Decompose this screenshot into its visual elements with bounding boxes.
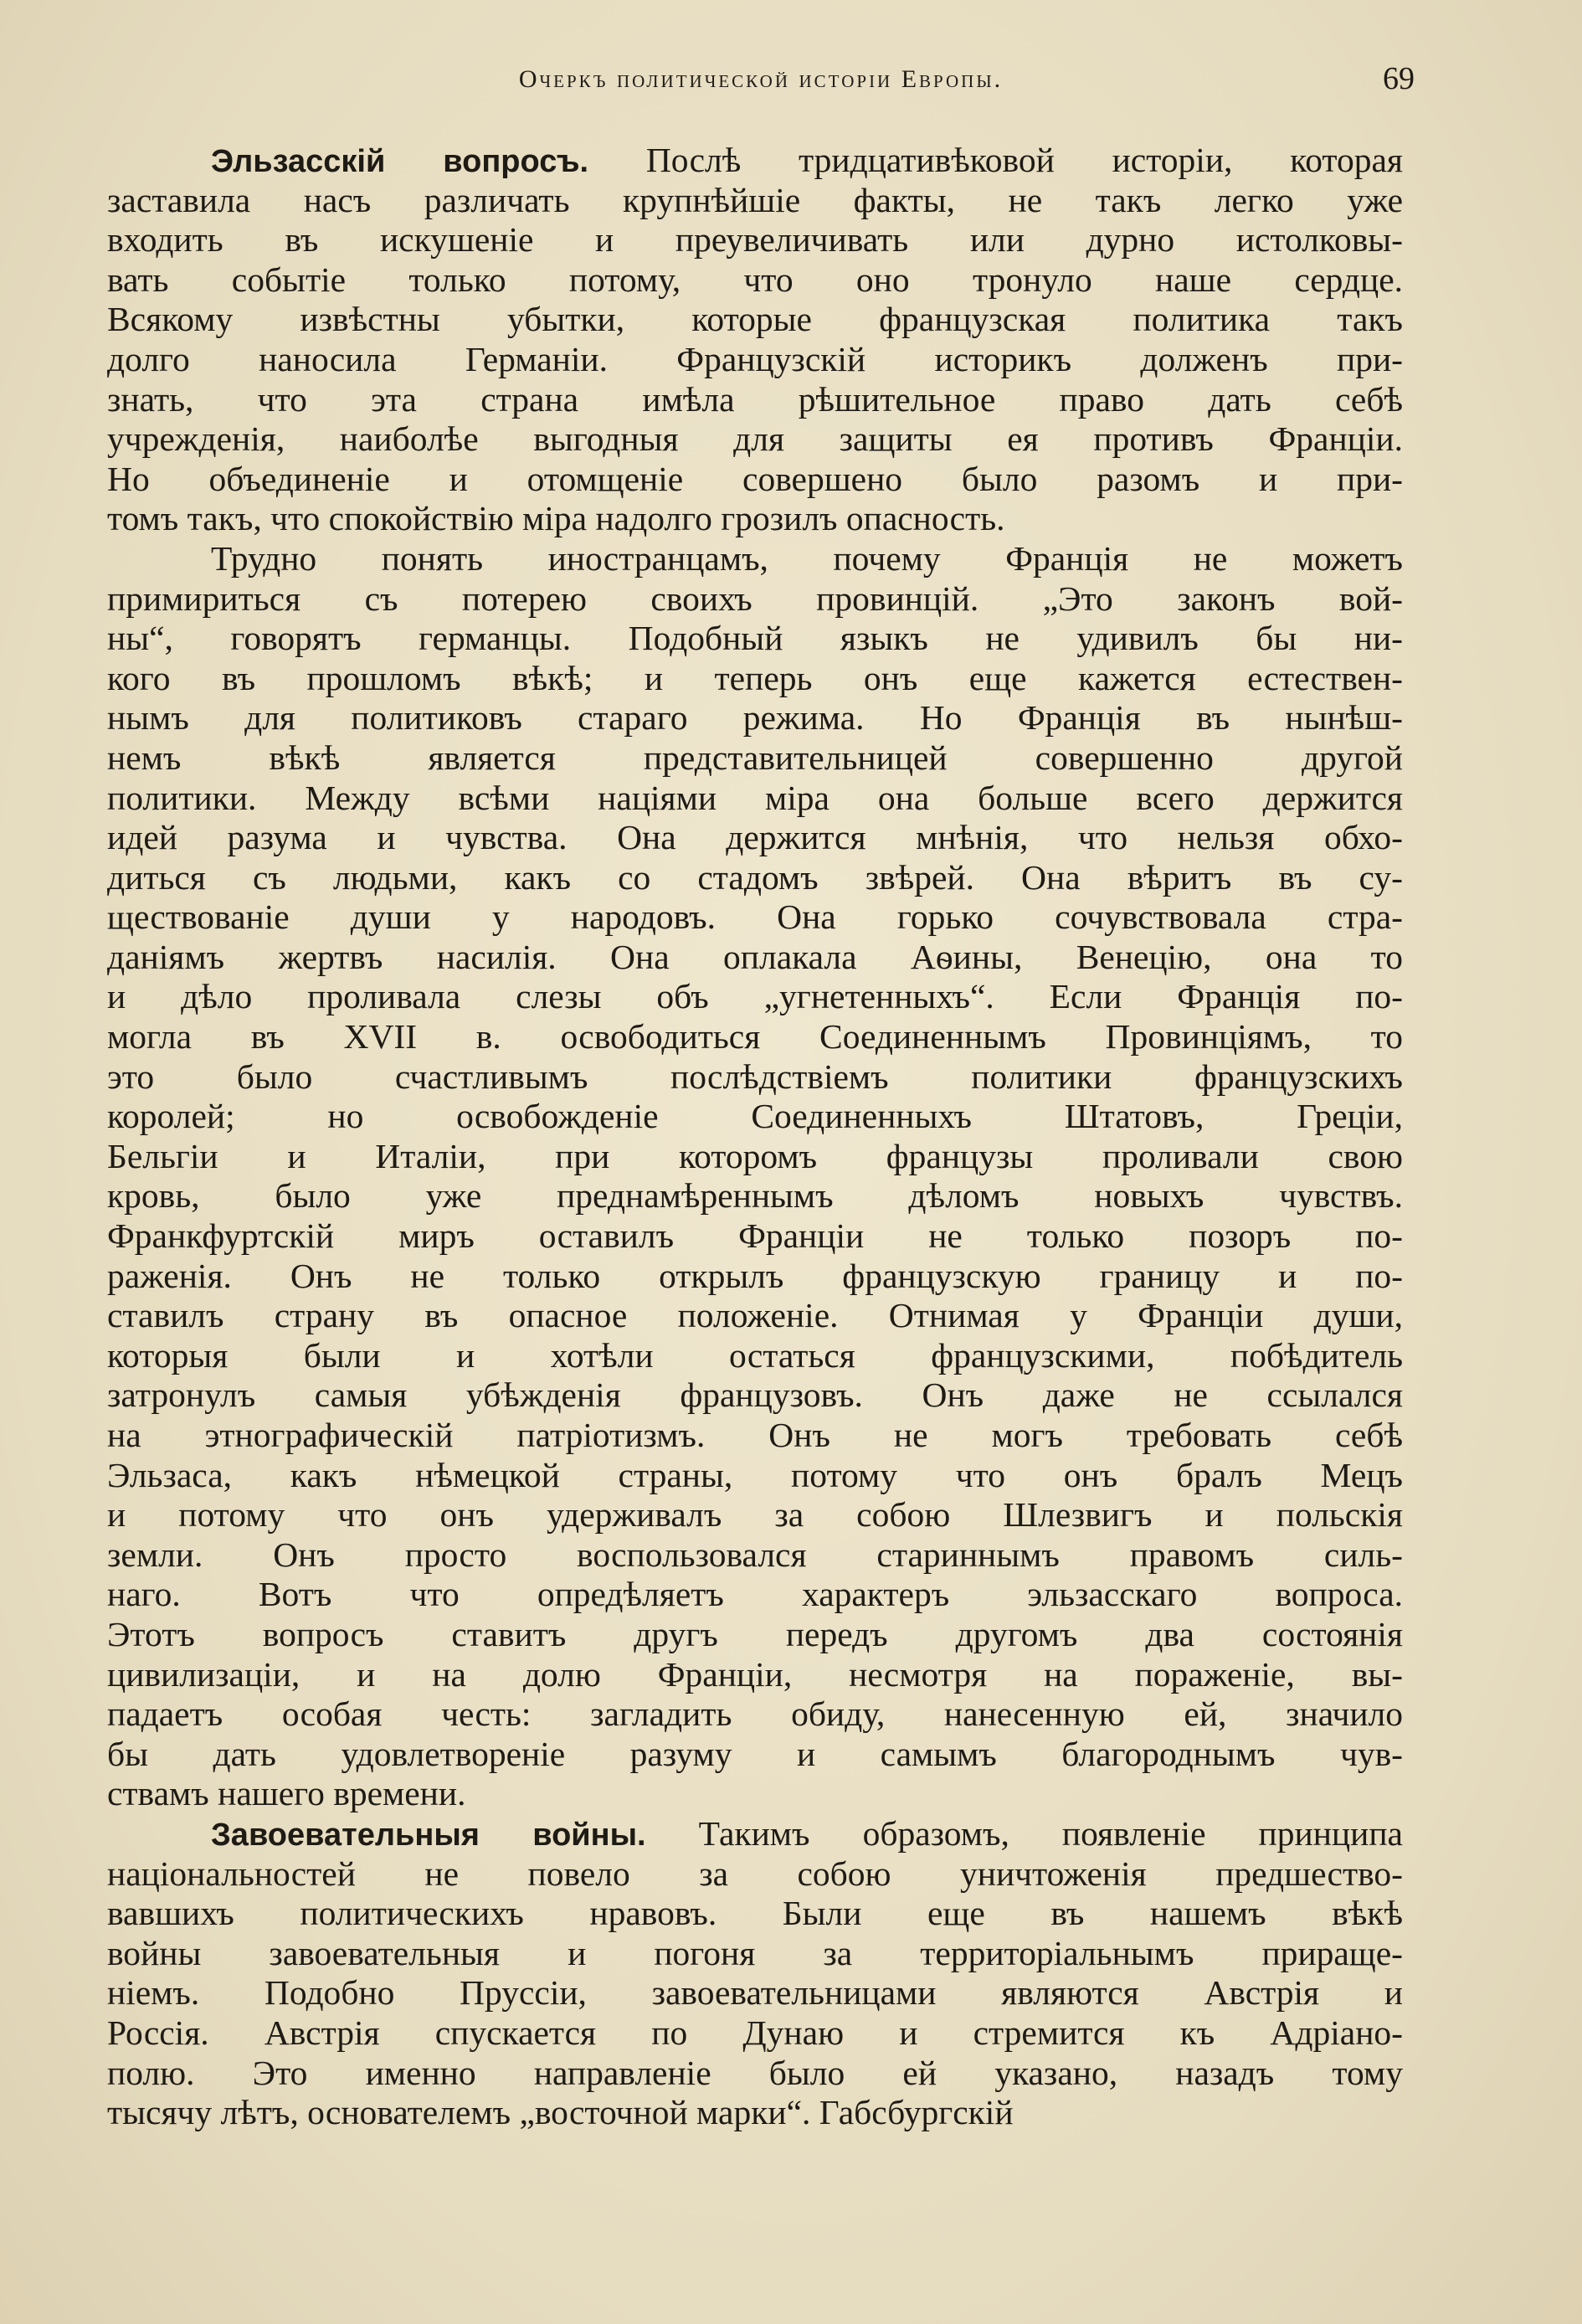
text-line: вать событіе только потому, что оно тронуло наше сердце.: [107, 260, 1403, 299]
text-line: Всякому извѣстны убытки, которые французская политика такъ: [107, 300, 1403, 339]
page-number: 69: [1383, 61, 1415, 96]
running-header: [107, 61, 1415, 116]
section-heading: Эльзасскій вопросъ.: [211, 144, 589, 179]
text-line: заставила насъ различать крупнѣйшіе факты, не такъ легко уже: [107, 180, 1403, 219]
text-line: кого въ прошломъ вѣкѣ; и теперь онъ еще кажется естествен-: [107, 658, 1403, 697]
text-line: вавшихъ политическихъ нравовъ. Были еще въ нашемъ вѣкѣ: [107, 1894, 1403, 1933]
text-line: примириться съ потерею своихъ провинцій. „Это законъ вой-: [107, 578, 1403, 618]
text-line: ніемъ. Подобно Пруссіи, завоевательницами являются Австрія и: [107, 1973, 1403, 2013]
text-line: которыя были и хотѣли остаться французскими, побѣдитель: [107, 1335, 1403, 1375]
text-line: могла въ XVII в. освободиться Соединеннымъ Провинціямъ, то: [107, 1017, 1403, 1057]
running-title: Очеркъ политической исторіи Европы.: [518, 65, 1004, 93]
section-heading: Завоевательныя войны.: [211, 1817, 646, 1853]
text-line: диться съ людьми, какъ со стадомъ звѣрей. Она вѣритъ въ су-: [107, 857, 1403, 897]
text-line: нымъ для политиковъ стараго режима. Но Франція въ нынѣш-: [107, 698, 1403, 738]
text-line: Франкфуртскій миръ оставилъ Франціи не только позоръ по-: [107, 1216, 1403, 1256]
text-line: учрежденія, наиболѣе выгодныя для защиты ея противъ Франціи.: [107, 419, 1403, 459]
text-line: и дѣло проливала слезы объ „угнетенныхъ“. Если Франція по-: [107, 977, 1403, 1016]
text-line: это было счастливымъ послѣдствіемъ политики французскихъ: [107, 1057, 1403, 1096]
text-line: ствамъ нашего времени.: [107, 1774, 466, 1813]
text-line: бы дать удовлетвореніе разуму и самымъ благороднымъ чув-: [107, 1734, 1403, 1773]
text-line: немъ вѣкѣ является представительницей совершенно другой: [107, 738, 1403, 777]
text-line: ставилъ страну въ опасное положеніе. Отнимая у Франціи души,: [107, 1296, 1403, 1335]
text-line: Эльзаса, какъ нѣмецкой страны, потому что онъ бралъ Мецъ: [107, 1455, 1403, 1494]
text-line: долго наносила Германіи. Французскій историкъ долженъ при-: [107, 339, 1403, 378]
text-line: Эльзасскій вопросъ. Послѣ тридцативѣковой исторіи, которая: [211, 141, 1404, 179]
text-line: Россія. Австрія спускается по Дунаю и стремится къ Адріано-: [107, 2013, 1403, 2052]
text-line: національностей не повело за собою уничтоженія предшество-: [107, 1854, 1403, 1893]
text-line: королей; но освобожденіе Соединенныхъ Штатовъ, Греціи,: [107, 1097, 1403, 1136]
text-line: цивилизаціи, и на долю Франціи, несмотря на пораженіе, вы-: [107, 1654, 1403, 1694]
text-line: падаетъ особая честь: загладить обиду, нанесенную ей, значило: [107, 1694, 1403, 1734]
text-line: на этнографическій патріотизмъ. Онъ не могъ требовать себѣ: [107, 1416, 1403, 1454]
paragraph: [107, 539, 1403, 1814]
text-line: Завоевательныя войны. Такимъ образомъ, появленіе принципа: [211, 1813, 1403, 1853]
text-line: раженія. Онъ не только открылъ французскую границу и по-: [107, 1256, 1403, 1295]
text-line: наго. Вотъ что опредѣляетъ характеръ эльзасскаго вопроса.: [107, 1575, 1403, 1614]
text-line: земли. Онъ просто воспользовался стариннымъ правомъ силь-: [107, 1535, 1403, 1574]
text-line: идей разума и чувства. Она держится мнѣнія, что нельзя обхо-: [107, 818, 1403, 857]
text-line: и потому что онъ удерживалъ за собою Шлезвигъ и польскія: [107, 1495, 1403, 1535]
text-line: затронулъ самыя убѣжденія французовъ. Онъ даже не ссылался: [107, 1375, 1403, 1415]
text-line: кровь, было уже преднамѣреннымъ дѣломъ новыхъ чувствъ.: [107, 1176, 1403, 1216]
text-line: Но объединеніе и отомщеніе совершено было разомъ и при-: [107, 459, 1403, 498]
text-line: Бельгіи и Италіи, при которомъ французы проливали свою: [107, 1136, 1403, 1175]
paragraph: [107, 141, 1403, 539]
text-line: тысячу лѣтъ, основателемъ „восточной марки“. Габсбургскій: [107, 2093, 1014, 2132]
text-line: входить въ искушеніе и преувеличивать или дурно истолковы-: [107, 220, 1403, 260]
text-line: томъ такъ, что спокойствію міра надолго грозилъ опасность.: [107, 499, 1005, 538]
text-line: политики. Между всѣми націями міра она больше всего держится: [107, 778, 1403, 817]
text-line: войны завоевательныя и погоня за территоріальнымъ прираще-: [107, 1933, 1403, 1972]
text-line: полю. Это именно направленіе было ей указано, назадъ тому: [107, 2053, 1403, 2092]
text-line: даніямъ жертвъ насилія. Она оплакала Аѳины, Венецію, она то: [107, 937, 1403, 976]
text-line: ны“, говорятъ германцы. Подобный языкъ не удивилъ бы ни-: [107, 619, 1403, 658]
text-line: знать, что эта страна имѣла рѣшительное право дать себѣ: [107, 379, 1403, 419]
text-line: ществованіе души у народовъ. Она горько сочувствовала стра-: [107, 897, 1403, 937]
text-line: Этотъ вопросъ ставитъ другъ передъ другомъ два состоянія: [107, 1614, 1403, 1653]
body-text: [107, 141, 1403, 2133]
paragraph: [107, 1814, 1403, 2133]
text-line: Трудно понять иностранцамъ, почему Франція не можетъ: [211, 538, 1403, 578]
